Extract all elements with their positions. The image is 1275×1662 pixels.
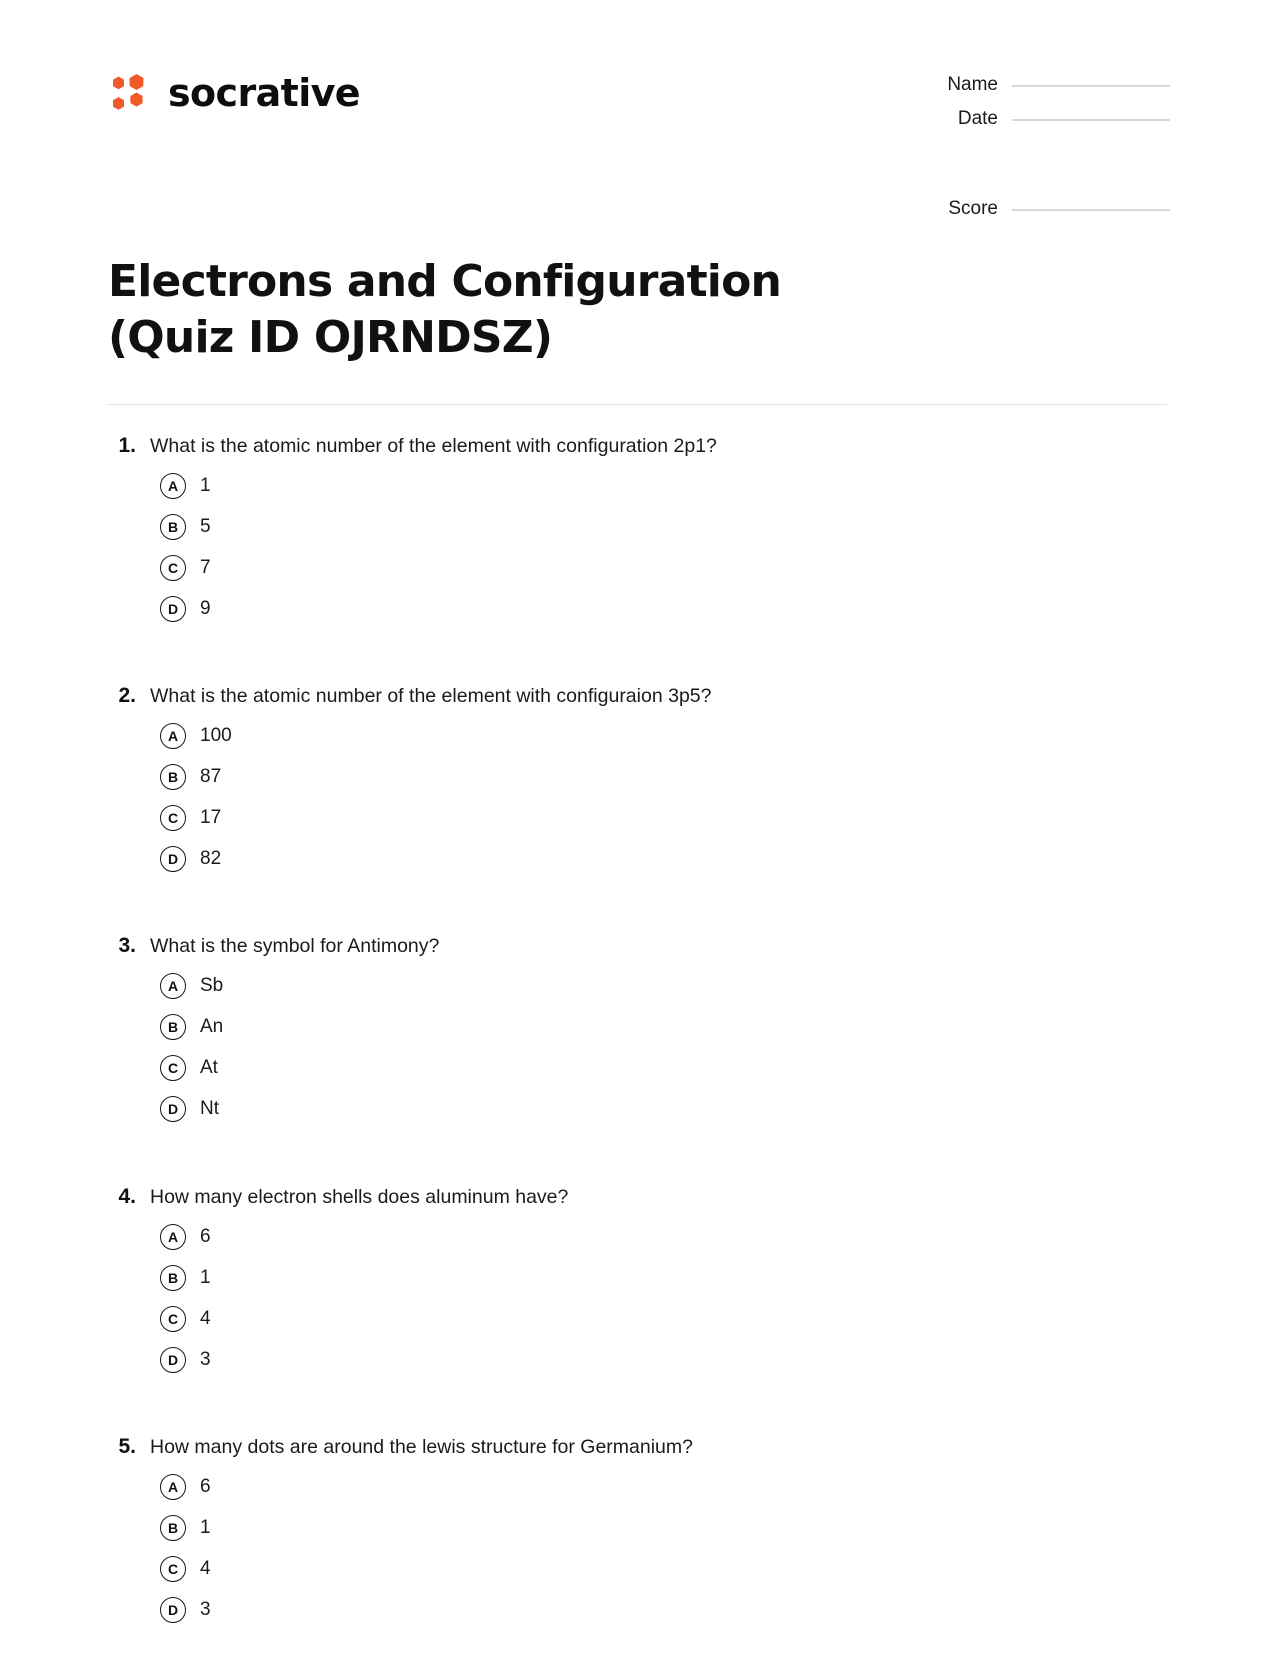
date-label: Date <box>957 108 998 129</box>
name-input-line[interactable] <box>1012 85 1170 87</box>
option-bubble-b[interactable]: B <box>160 514 186 540</box>
question-text: What is the symbol for Antimony? <box>150 935 440 958</box>
question-item <box>108 433 1167 629</box>
question-header <box>108 1434 1167 1460</box>
question-number: 4. <box>118 1184 136 1208</box>
answer-option[interactable] <box>108 797 1167 838</box>
answer-option[interactable] <box>108 1298 1167 1339</box>
question-header <box>108 933 1167 959</box>
answer-option[interactable] <box>108 1548 1167 1589</box>
option-bubble-b[interactable]: B <box>160 1265 186 1291</box>
title-block <box>0 232 1275 366</box>
option-label: 4 <box>200 1557 211 1579</box>
answer-option[interactable] <box>108 756 1167 797</box>
option-bubble-b[interactable]: B <box>160 764 186 790</box>
page-header <box>0 0 1275 232</box>
option-bubble-c[interactable]: C <box>160 555 186 581</box>
option-label: An <box>200 1016 224 1038</box>
answer-option[interactable] <box>108 1507 1167 1548</box>
name-field-row <box>920 74 1170 96</box>
option-bubble-b[interactable]: B <box>160 1014 186 1040</box>
option-bubble-a[interactable]: A <box>160 723 186 749</box>
question-spacer <box>108 1130 1167 1162</box>
socrative-wordmark: socrative <box>168 71 360 115</box>
question-number: 3. <box>118 934 136 958</box>
option-label: 100 <box>200 724 232 746</box>
option-label: 1 <box>200 474 211 496</box>
date-input-line[interactable] <box>1012 119 1170 121</box>
answer-option[interactable] <box>108 506 1167 547</box>
answer-option[interactable] <box>108 838 1167 879</box>
name-label: Name <box>947 74 998 95</box>
question-spacer <box>108 629 1167 661</box>
option-label: 1 <box>200 1266 211 1288</box>
answer-option[interactable] <box>108 1257 1167 1298</box>
option-bubble-a[interactable]: A <box>160 1474 186 1500</box>
socrative-hexagons-logo-icon <box>108 70 154 116</box>
option-bubble-d[interactable]: D <box>160 596 186 622</box>
question-number: 1. <box>118 433 136 457</box>
question-header <box>108 1184 1167 1210</box>
question-header <box>108 433 1167 459</box>
question-header <box>108 683 1167 709</box>
option-label: At <box>200 1057 218 1079</box>
question-item <box>108 683 1167 879</box>
option-label: 3 <box>200 1598 211 1620</box>
answer-option[interactable] <box>108 1216 1167 1257</box>
answer-option[interactable] <box>108 715 1167 756</box>
option-bubble-c[interactable]: C <box>160 805 186 831</box>
question-text: What is the atomic number of the element with configuration 2p1? <box>150 434 717 457</box>
option-label: Sb <box>200 975 224 997</box>
socrative-brand <box>108 70 360 116</box>
question-item <box>108 933 1167 1129</box>
question-number: 5. <box>118 1435 136 1458</box>
answer-option[interactable] <box>108 547 1167 588</box>
option-label: 17 <box>200 806 222 828</box>
answer-option[interactable] <box>108 465 1167 506</box>
answer-options <box>108 465 1167 629</box>
option-bubble-d[interactable]: D <box>160 1347 186 1373</box>
answer-option[interactable] <box>108 1007 1167 1048</box>
option-label: 5 <box>200 515 211 537</box>
option-label: 6 <box>200 1475 211 1497</box>
question-text: What is the atomic number of the element with configuraion 3p5? <box>150 685 712 708</box>
option-bubble-c[interactable]: C <box>160 1306 186 1332</box>
answer-options <box>108 1466 1167 1630</box>
option-bubble-a[interactable]: A <box>160 973 186 999</box>
score-field-row <box>920 198 1170 220</box>
date-field-row <box>920 108 1170 130</box>
option-bubble-c[interactable]: C <box>160 1055 186 1081</box>
question-spacer <box>108 1380 1167 1412</box>
option-bubble-c[interactable]: C <box>160 1556 186 1582</box>
page-title: Electrons and Configuration (Quiz ID OJRNDSZ) <box>108 256 782 363</box>
option-bubble-d[interactable]: D <box>160 1096 186 1122</box>
option-label: 87 <box>200 765 222 787</box>
option-label: 1 <box>200 1516 211 1538</box>
answer-option[interactable] <box>108 966 1167 1007</box>
option-label: 4 <box>200 1307 211 1329</box>
question-number: 2. <box>118 684 136 708</box>
answer-options <box>108 715 1167 879</box>
questions-list <box>0 405 1275 1662</box>
option-bubble-d[interactable]: D <box>160 846 186 872</box>
option-label: 6 <box>200 1225 211 1247</box>
answer-option[interactable] <box>108 1048 1167 1089</box>
answer-option[interactable] <box>108 1339 1167 1380</box>
option-label: 9 <box>200 597 211 619</box>
answer-options <box>108 1216 1167 1380</box>
answer-option[interactable] <box>108 1089 1167 1130</box>
question-spacer <box>108 879 1167 911</box>
option-label: Nt <box>200 1098 219 1120</box>
answer-option[interactable] <box>108 588 1167 629</box>
score-input-line[interactable] <box>1012 209 1170 211</box>
question-spacer <box>108 1630 1167 1662</box>
option-bubble-b[interactable]: B <box>160 1515 186 1541</box>
option-label: 7 <box>200 556 211 578</box>
question-item <box>108 1434 1167 1630</box>
answer-option[interactable] <box>108 1466 1167 1507</box>
question-text: How many electron shells does aluminum have? <box>150 1185 569 1208</box>
option-label: 82 <box>200 847 222 869</box>
option-label: 3 <box>200 1348 211 1370</box>
option-bubble-a[interactable]: A <box>160 1224 186 1250</box>
answer-option[interactable] <box>108 1589 1167 1630</box>
question-item <box>108 1184 1167 1380</box>
question-text: How many dots are around the lewis structure for Germanium? <box>150 1436 693 1458</box>
student-info-fields <box>920 62 1170 232</box>
option-bubble-a[interactable]: A <box>160 473 186 499</box>
option-bubble-d[interactable]: D <box>160 1597 186 1623</box>
score-label: Score <box>948 198 998 219</box>
answer-options <box>108 966 1167 1130</box>
